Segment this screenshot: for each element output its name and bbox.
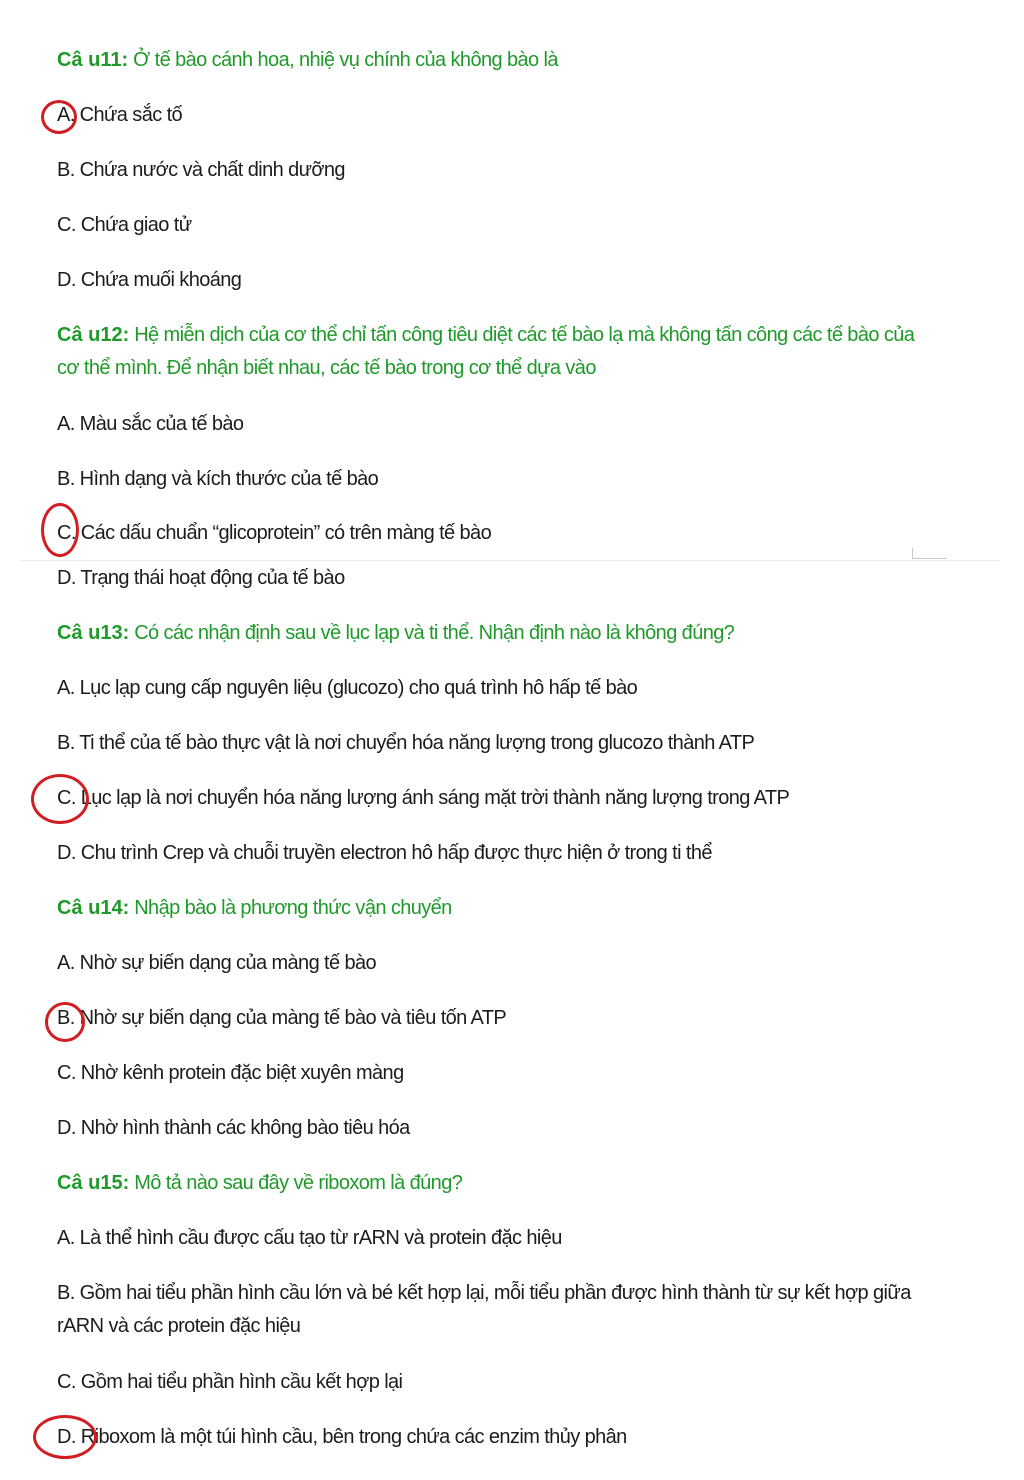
option-a: A. Màu sắc của tế bào [57, 413, 244, 435]
option-c: C. Các dấu chuẩn “glicoprotein” có trên màng tế bào [57, 522, 492, 544]
question-11 [57, 44, 558, 77]
option-a: A. Chứa sắc tố [57, 104, 183, 126]
answer-circle-mark [41, 100, 77, 134]
option-b: B. Chứa nước và chất dinh dưỡng [57, 159, 345, 181]
question-15 [57, 1167, 462, 1200]
option-a: A. Lục lạp cung cấp nguyên liệu (glucozo) cho quá trình hô hấp tế bào [57, 677, 638, 699]
answer-circle-mark [45, 1002, 85, 1042]
answer-circle-mark [31, 774, 89, 824]
answer-circle-mark [33, 1415, 97, 1459]
option-d: D. Nhờ hình thành các không bào tiêu hóa [57, 1117, 410, 1139]
option-b: B. Ti thể của tế bào thực vật là nơi chuyển hóa năng lượng trong glucozo thành ATP [57, 732, 755, 754]
answer-circle-mark [41, 503, 79, 557]
question-text: Mô tả nào sau đây về riboxom là đúng? [134, 1172, 463, 1194]
option-d: D. Chu trình Crep và chuỗi truyền electron hô hấp được thực hiện ở trong ti thể [57, 842, 712, 864]
question-text: Hệ miễn dịch của cơ thể chỉ tấn công tiêu diệt các tế bào lạ mà không tấn công các tế bào của cơ thể mình. Để nhận biết nhau, các tế bào trong cơ thể dựa vào [57, 324, 915, 379]
option-c: C. Nhờ kênh protein đặc biệt xuyên màng [57, 1062, 404, 1084]
question-14 [57, 892, 452, 925]
question-text: Có các nhận định sau về lục lạp và ti thể. Nhận định nào là không đúng? [134, 622, 735, 644]
page-break-line [20, 560, 1000, 561]
option-c: C. Lục lạp là nơi chuyển hóa năng lượng ánh sáng mặt trời thành năng lượng trong ATP [57, 787, 790, 809]
option-a: A. Là thể hình cầu được cấu tạo từ rARN và protein đặc hiệu [57, 1227, 562, 1249]
option-b: B. Gồm hai tiểu phần hình cầu lớn và bé kết hợp lại, mỗi tiểu phần được hình thành từ sự kết hợp giữa rARN và các protein đặc hiệu [57, 1282, 911, 1337]
option-b: B. Hình dạng và kích thước của tế bào [57, 468, 379, 490]
option-c: C. Chứa giao tử [57, 214, 192, 236]
question-label: Câ u11: [57, 49, 129, 71]
question-label: Câ u14: [57, 897, 130, 919]
question-text: Ở tế bào cánh hoa, nhiệ vụ chính của không bào là [133, 49, 558, 71]
page-corner-mark [912, 548, 947, 559]
question-label: Câ u12: [57, 324, 130, 346]
question-13 [57, 617, 734, 650]
question-12 [57, 319, 917, 385]
option-b: B. Nhờ sự biến dạng của màng tế bào và tiêu tốn ATP [57, 1007, 507, 1029]
question-text: Nhập bào là phương thức vận chuyển [134, 897, 452, 919]
option-c: C. Gồm hai tiểu phần hình cầu kết hợp lại [57, 1371, 403, 1393]
option-d: D. Riboxom là một túi hình cầu, bên trong chứa các enzim thủy phân [57, 1426, 627, 1448]
question-label: Câ u15: [57, 1172, 130, 1194]
option-d: D. Chứa muối khoáng [57, 269, 242, 291]
option-a: A. Nhờ sự biến dạng của màng tế bào [57, 952, 377, 974]
question-label: Câ u13: [57, 622, 130, 644]
option-d: D. Trạng thái hoạt động của tế bào [57, 567, 345, 589]
